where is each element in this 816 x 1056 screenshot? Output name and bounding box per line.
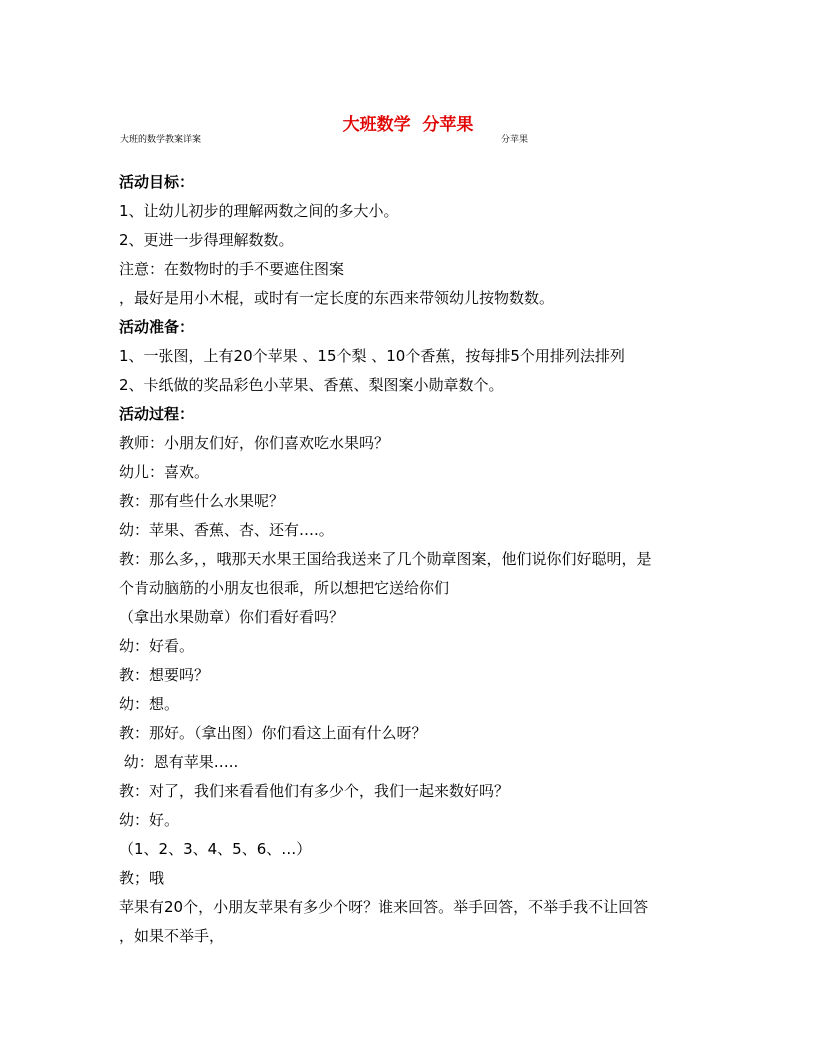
text-line: 教：那有些什么水果呢？ xyxy=(119,492,285,510)
text-line: （1、2、3、4、5、6、…） xyxy=(119,840,312,858)
text-line: ，最好是用小木棍，或时有一定长度的东西来带领幼儿按物数数。 xyxy=(119,289,555,307)
text-line: 幼：苹果、香蕉、杏、还有….。 xyxy=(119,521,334,539)
header-left-caption: 大班的数学教案详案 xyxy=(120,135,202,145)
text-line: 苹果有20个，小朋友苹果有多少个呀？谁来回答。举手回答，不举手我不让回答 xyxy=(119,898,649,916)
text-line: 教：想要吗？ xyxy=(119,666,210,684)
text-line: 个肯动脑筋的小朋友也很乖，所以想把它送给你们 xyxy=(119,579,450,597)
text-line: 幼：恩有苹果….. xyxy=(119,753,239,771)
text-line: 1、让幼儿初步的理解两数之间的多大小。 xyxy=(119,202,399,220)
text-line: （拿出水果勋章）你们看好看吗？ xyxy=(119,608,345,626)
text-line: 2、卡纸做的奖品彩色小苹果、香蕉、梨图案小勋章数个。 xyxy=(119,376,504,394)
text-line: 幼儿：喜欢。 xyxy=(119,463,210,481)
text-line: ，如果不举手， xyxy=(119,927,225,945)
text-line: 教：那么多，，哦那天水果王国给我送来了几个勋章图案，他们说你们好聪明，是 xyxy=(119,550,652,568)
header-right-caption: 分苹果 xyxy=(501,135,529,145)
text-line: 2、更进一步得理解数数。 xyxy=(119,231,294,249)
section-heading: 活动准备： xyxy=(119,318,195,336)
document-title: 大班数学 分苹果 xyxy=(342,115,474,135)
text-line: 注意：在数物时的手不要遮住图案 xyxy=(119,260,345,278)
document-body xyxy=(119,168,719,951)
section-heading: 活动目标： xyxy=(119,173,195,191)
text-line: 幼：好。 xyxy=(119,811,180,829)
text-line: 幼：想。 xyxy=(119,695,180,713)
text-line: 教：那好。（拿出图）你们看这上面有什么呀？ xyxy=(119,724,427,742)
text-line: 教；哦 xyxy=(119,869,165,887)
text-line: 教师：小朋友们好，你们喜欢吃水果吗？ xyxy=(119,434,390,452)
section-heading: 活动过程： xyxy=(119,405,195,423)
text-line: 幼：好看。 xyxy=(119,637,195,655)
text-line: 教：对了，我们来看看他们有多少个，我们一起来数好吗？ xyxy=(119,782,510,800)
text-line: 1、一张图，上有20个苹果 、15个梨 、10个香蕉，按每排5个用排列法排列 xyxy=(119,347,625,365)
